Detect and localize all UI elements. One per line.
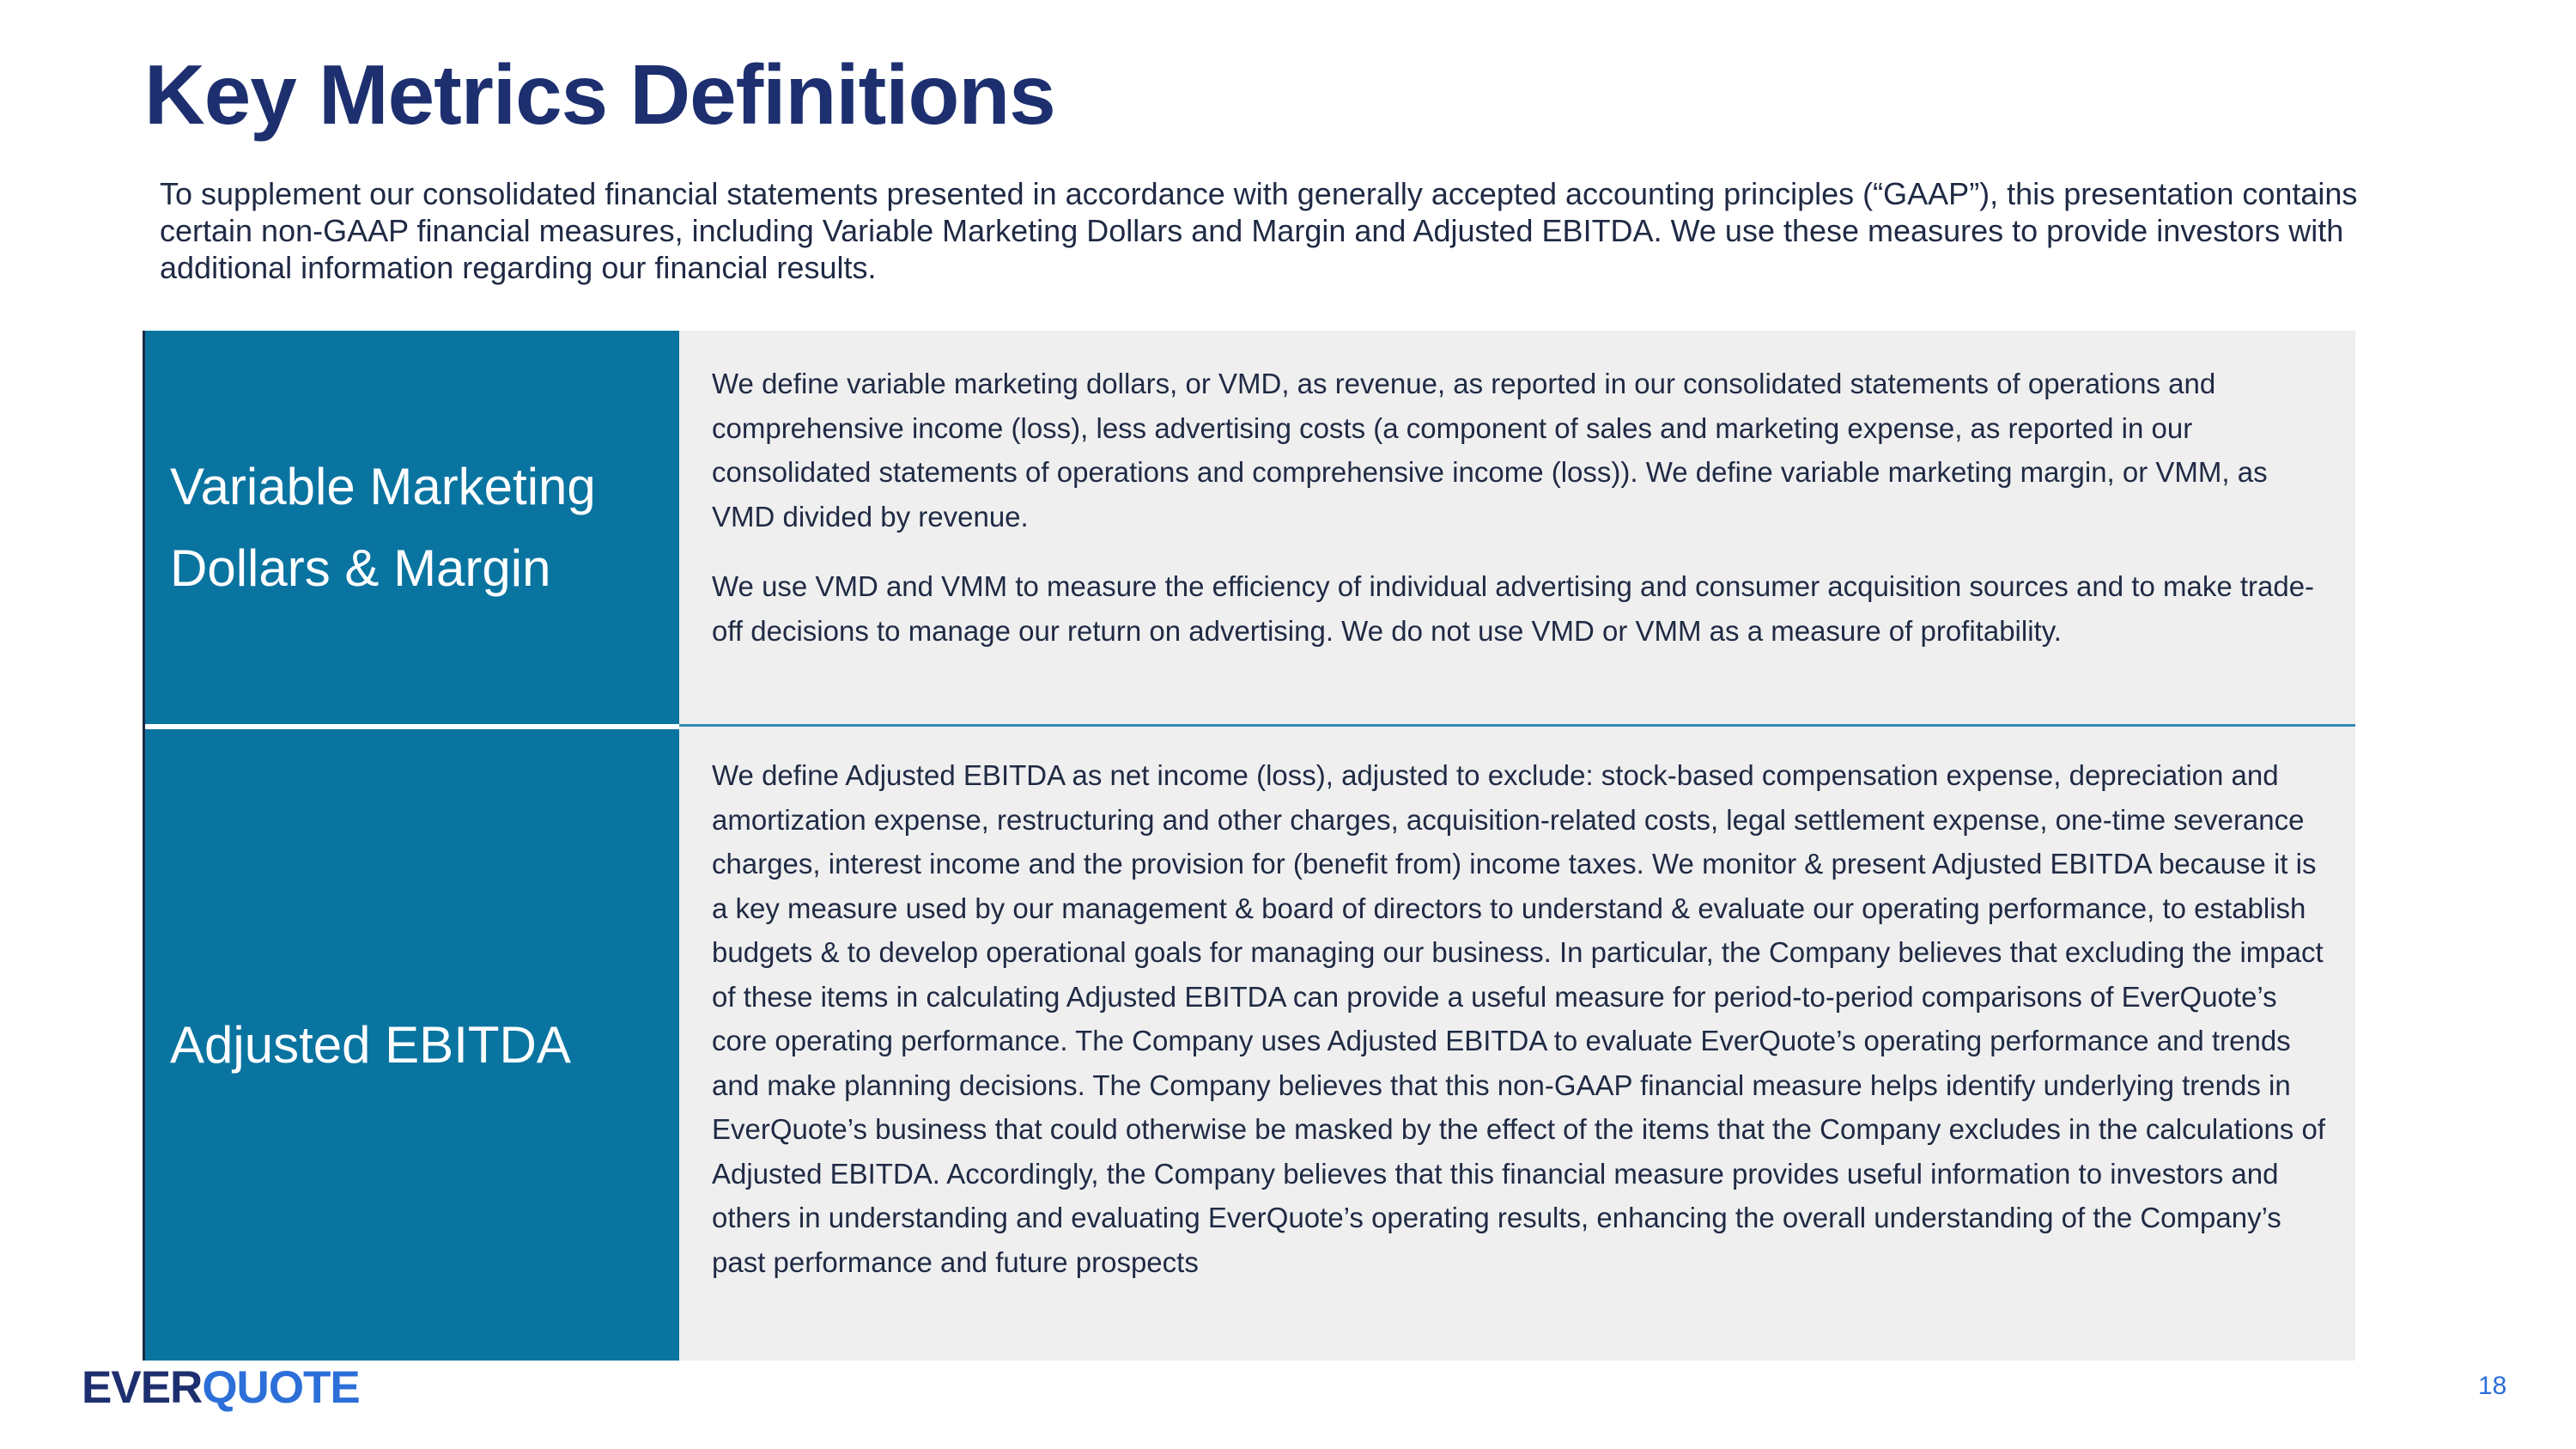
definition-cell <box>679 729 2355 1361</box>
definition-paragraph: We define Adjusted EBITDA as net income (loss), adjusted to exclude: stock-based compensation expense, depreciation and amortization expense, restructuring and other charges, acquisition-related costs, legal settlement expense, one-time severance charges, interest income and the provision for (benefit from) income taxes. We monitor & present Adjusted EBITDA because it is a key measure used by our management & board of directors to understand & evaluate our operating performance, to establish budgets & to develop operational goals for managing our business. In particular, the Company believes that excluding the impact of these items in calculating Adjusted EBITDA can provide a useful measure for period-to-period comparisons of EverQuote’s core operating performance. The Company uses Adjusted EBITDA to evaluate EverQuote’s operating performance and trends and make planning decisions. The Company believes that this non-GAAP financial measure helps identify underlying trends in EverQuote’s business that could otherwise be masked by the effect of the items that the Company excludes in the calculations of Adjusted EBITDA. Accordingly, the Company believes that this financial measure provides useful information to investors and others in understanding and evaluating EverQuote’s operating results, enhancing the overall understanding of the Company’s past performance and future prospects <box>712 759 2326 1278</box>
definition-row-adjusted-ebitda <box>145 729 2355 1361</box>
term-line-1: Variable Marketing <box>170 458 596 515</box>
term-label: Adjusted EBITDA <box>170 1016 571 1074</box>
term-cell <box>145 331 679 724</box>
definition-paragraph: We define variable marketing dollars, or VMD, as revenue, as reported in our consolidated statements of operations and comprehensive income (loss), less advertising costs (a component of sales and marketing expense, as reported in our consolidated statements of operations and comprehensive income (loss)). We define variable marketing margin, or VMM, as VMD divided by revenue. <box>712 368 2268 533</box>
term-line-2: Dollars & Margin <box>170 539 551 597</box>
page-title: Key Metrics Definitions <box>144 47 1055 142</box>
definition-row-vmd <box>145 331 2355 724</box>
term-cell <box>145 729 679 1361</box>
definition-paragraph: We use VMD and VMM to measure the efficiency of individual advertising and consumer acquisition sources and to make trade-off decisions to manage our return on advertising. We do not use VMD or VMM as a measure of profitability. <box>712 570 2315 647</box>
logo-part-quote: QUOTE <box>202 1362 360 1413</box>
definition-cell <box>679 331 2355 724</box>
term-label <box>170 446 596 609</box>
intro-paragraph: To supplement our consolidated financial statements presented in accordance with generally accepted accounting principles (“GAAP”), this presentation contains certain non-GAAP financial measures, including Variable Marketing Dollars and Margin and Adjusted EBITDA. We use these measures to provide investors with additional information regarding our financial results. <box>160 176 2358 285</box>
page-number: 18 <box>2478 1372 2507 1400</box>
everquote-logo <box>82 1362 360 1414</box>
logo-part-ever: EVER <box>82 1362 203 1413</box>
definitions-table <box>143 331 2355 1361</box>
